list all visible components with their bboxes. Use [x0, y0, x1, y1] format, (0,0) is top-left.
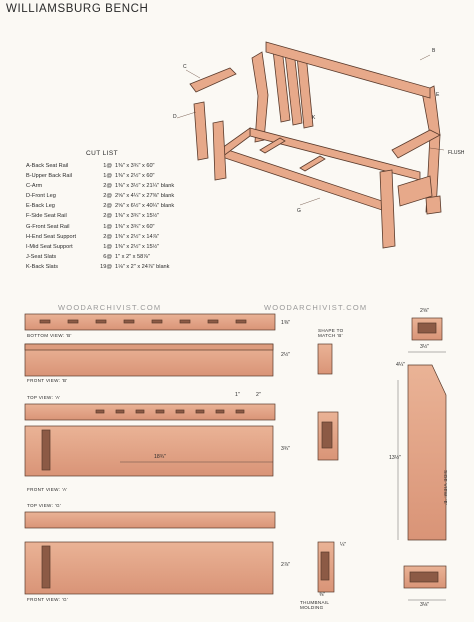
callout-b: B [432, 48, 436, 54]
molding-note: THUMBNAIL MOLDING [300, 600, 330, 610]
cut-item: A-Back Seat Rail 1@ 1⅜" x 3¾" x 60" [26, 163, 155, 169]
dim-8: 4¼" [396, 362, 406, 368]
label-front-view-g: FRONT VIEW: 'G' [27, 597, 69, 602]
dim-13: ⅜" [319, 592, 326, 598]
part-e-side [408, 365, 446, 540]
dim-11: 3⅛" [420, 602, 430, 608]
callout-e: E [436, 92, 440, 98]
part-a-front [25, 426, 273, 476]
cut-item: B-Upper Back Rail 1@ 1⅜" x 2½" x 60" [26, 173, 155, 180]
cut-item: E-Back Leg 2@ 2⅝" x 6½" x 40¼" blank [26, 203, 175, 210]
flush-label: FLUSH [448, 150, 465, 156]
label-bottom-view-b: BOTTOM VIEW: 'B' [27, 333, 72, 338]
label-front-view-a: FRONT VIEW: 'A' [27, 487, 68, 492]
callout-g: G [297, 208, 301, 214]
cut-item: J-Seat Slats 6@ 1" x 2" x 58⅞" [26, 253, 150, 260]
label-front-view-b: FRONT VIEW: 'B' [27, 378, 68, 383]
watermark: WOODARCHIVIST.COM [58, 303, 162, 312]
dim-6: 3¾" [281, 446, 291, 452]
dim-7: 2⅝" [420, 308, 430, 314]
dim-5: 18¾" [154, 454, 166, 460]
dim-1: 1⅜" [281, 320, 291, 326]
watermark: WOODARCHIVIST.COM [264, 303, 368, 312]
callout-d: D [173, 114, 177, 120]
part-b-end [318, 344, 332, 374]
dim-14: ¼" [340, 542, 347, 548]
dim-2: 2½" [281, 352, 291, 358]
cut-item: H-End Seat Support 2@ 1⅜" x 2½" x 14⅞" [26, 233, 160, 240]
dim-9: 3½" [420, 344, 430, 350]
cut-item: C-Arm 2@ 1⅜" x 3½" x 21¼" blank [26, 183, 175, 190]
cut-item: I-Mid Seat Support 1@ 1⅜" x 2½" x 15½" [26, 243, 160, 250]
cut-item: K-Back Slats 19@ 1⅛" x 2" x 24⅞" blank [26, 263, 170, 270]
callout-k: K [312, 115, 316, 121]
page-title: WILLIAMSBURG BENCH [6, 3, 149, 15]
cut-item: D-Front Leg 2@ 2⅝" x 4¼" x 27⅜" blank [26, 193, 175, 200]
part-g-top [25, 512, 275, 528]
cut-item: G-Front Seat Rail 1@ 1⅜" x 3¾" x 60" [26, 223, 155, 230]
label-side-view-e: SIDE VIEW: 'E' [443, 470, 448, 506]
label-top-view-g: TOP VIEW: 'G' [27, 503, 61, 508]
dim-3: 1" [235, 392, 240, 398]
dim-4: 2" [256, 392, 261, 398]
cut-item: F-Side Seat Rail 2@ 1⅜" x 3¾" x 15½" [26, 213, 160, 220]
label-top-view-a: TOP VIEW: 'A' [27, 395, 61, 400]
dim-12: 2⅞" [281, 562, 291, 568]
shape-note: SHAPE TO MATCH 'B' [318, 328, 344, 338]
part-g-front [25, 542, 273, 594]
cut-list-heading: CUT LIST [86, 150, 118, 157]
dim-10: 13½" [389, 455, 401, 461]
callout-c: C [183, 64, 187, 70]
